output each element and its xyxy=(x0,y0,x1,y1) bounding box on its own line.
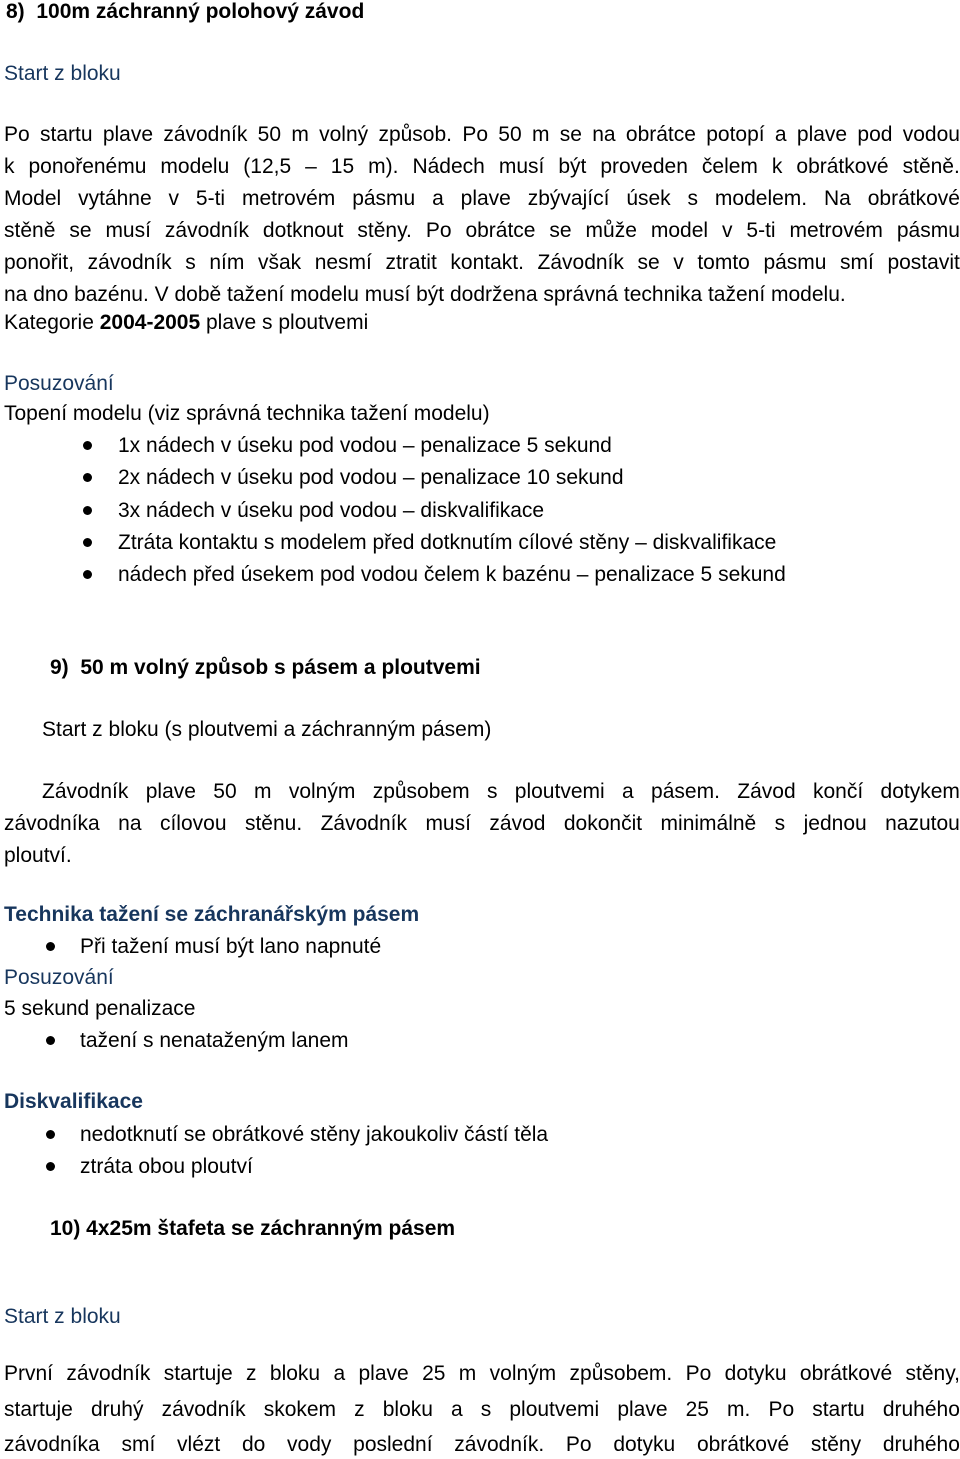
word: Po xyxy=(565,1433,592,1456)
section-9-heading: 9) 50 m volný způsob s pásem a ploutvemi xyxy=(50,656,481,679)
word: závodník xyxy=(164,219,249,242)
word: smí xyxy=(840,251,874,274)
word: způsob. xyxy=(378,123,453,146)
word: plave xyxy=(617,1398,668,1421)
word: postavit xyxy=(887,251,960,274)
word: druhý xyxy=(90,1398,144,1421)
word: plave xyxy=(358,1362,409,1385)
list-item: 3x nádech v úseku pod vodou – diskvalifikace xyxy=(118,499,545,522)
word: stěně xyxy=(4,219,56,242)
paragraph-line xyxy=(4,810,960,838)
word: První xyxy=(4,1362,54,1385)
word: metrovém xyxy=(789,219,883,242)
word: plave xyxy=(796,123,848,146)
word: bloku xyxy=(382,1398,433,1421)
word: m. xyxy=(727,1398,751,1421)
word: obrátkové xyxy=(867,187,960,210)
list-item: nádech před úsekem pod vodou čelem k bazénu – penalizace 5 sekund xyxy=(118,563,786,586)
list-item: Při tažení musí být lano napnuté xyxy=(80,935,382,958)
word: ztratit xyxy=(385,251,437,274)
word: závod xyxy=(489,812,546,835)
word: 25 xyxy=(685,1398,709,1421)
word: závodník xyxy=(161,1398,246,1421)
list-item: tažení s nenataženým lanem xyxy=(80,1029,349,1052)
word: kontakt. xyxy=(450,251,524,274)
word: Po xyxy=(462,123,488,146)
category-prefix: Kategorie xyxy=(4,311,100,334)
section-10-start: Start z bloku xyxy=(4,1305,121,1328)
section-9-judging-title: Posuzování xyxy=(4,966,114,989)
word: s xyxy=(185,251,196,274)
word: modelem. xyxy=(714,187,808,210)
word: startu xyxy=(39,123,93,146)
word: s xyxy=(480,1398,492,1421)
word: jednou xyxy=(803,812,867,835)
word: dotknout xyxy=(262,219,344,242)
word: obrátce xyxy=(465,219,536,242)
word: Nádech xyxy=(412,155,485,178)
word: však xyxy=(257,251,302,274)
word: a xyxy=(451,1398,463,1421)
word: zbývající xyxy=(527,187,610,210)
word: závodník xyxy=(87,251,172,274)
bullet-icon xyxy=(83,506,92,515)
word: ploutvemi xyxy=(514,780,605,803)
word: v xyxy=(673,251,684,274)
word: se xyxy=(559,123,582,146)
word: obrátce xyxy=(625,123,696,146)
word: dotykem xyxy=(880,780,960,803)
word: pásmu xyxy=(352,187,416,210)
paragraph-line xyxy=(4,249,960,277)
list-item: Ztráta kontaktu s modelem před dotknutím cílové stěny – diskvalifikace xyxy=(118,531,777,554)
word: cílovou xyxy=(159,812,227,835)
word: závodníka xyxy=(4,812,100,835)
list-item: 1x nádech v úseku pod vodou – penalizace 5 sekund xyxy=(118,434,612,457)
bullet-icon xyxy=(46,1162,55,1171)
paragraph-line xyxy=(4,121,960,149)
word: m xyxy=(291,123,309,146)
word: nazutou xyxy=(885,812,960,835)
word: volným xyxy=(288,780,356,803)
word: plave xyxy=(460,187,511,210)
word: startu xyxy=(812,1398,865,1421)
word: plave xyxy=(102,123,154,146)
word: Model xyxy=(4,187,62,210)
word: obrátkové xyxy=(696,1433,790,1456)
word: 50 xyxy=(213,780,237,803)
category-line xyxy=(4,309,368,337)
word: stěny xyxy=(810,1433,862,1456)
word: Závod xyxy=(737,780,796,803)
word: ploutvemi xyxy=(509,1398,600,1421)
word: být xyxy=(558,155,587,178)
word: a xyxy=(333,1362,346,1385)
bullet-icon xyxy=(83,538,92,547)
paragraph-line xyxy=(4,153,960,181)
dq-title: Diskvalifikace xyxy=(4,1090,143,1113)
word: Po xyxy=(685,1362,712,1385)
word: závodníka xyxy=(4,1433,100,1456)
word: Po xyxy=(4,123,30,146)
category-suffix: plave s ploutvemi xyxy=(200,311,369,334)
word: na xyxy=(118,812,142,835)
word: modelu xyxy=(160,155,230,178)
word: nesmí xyxy=(314,251,372,274)
word: tomto xyxy=(697,251,750,274)
word: se xyxy=(69,219,92,242)
category-years: 2004-2005 xyxy=(99,311,201,334)
word: 25 xyxy=(422,1362,446,1385)
word: a xyxy=(432,187,444,210)
word: vlézt xyxy=(177,1433,221,1456)
word: závodník xyxy=(66,1362,151,1385)
word: způsobem. xyxy=(569,1362,673,1385)
word: ponořit, xyxy=(4,251,75,274)
word: 15 xyxy=(330,155,355,178)
word: musí xyxy=(105,219,151,242)
word: stěnu. xyxy=(244,812,303,835)
section-8-heading: 8) 100m záchranný polohový závod xyxy=(6,0,365,23)
word: m xyxy=(253,780,272,803)
word: s xyxy=(774,812,786,835)
word: obrátkové xyxy=(799,1362,893,1385)
word: 5-ti xyxy=(195,187,226,210)
word: stěny. xyxy=(357,219,412,242)
paragraph-line xyxy=(4,1360,960,1388)
word: může xyxy=(585,219,637,242)
word: druhého xyxy=(882,1398,960,1421)
bullet-icon xyxy=(83,570,92,579)
word: a xyxy=(774,123,787,146)
word: z xyxy=(354,1398,365,1421)
technique-title: Technika tažení se záchranářským pásem xyxy=(4,903,420,926)
section-8-judging-intro: Topení modelu (viz správná technika tažení modelu) xyxy=(4,402,490,425)
paragraph-line xyxy=(42,778,960,806)
section-10-heading: 10) 4x25m štafeta se záchranným pásem xyxy=(50,1217,456,1240)
bullet-icon xyxy=(46,1036,55,1045)
word: závodník. xyxy=(454,1433,545,1456)
word: potopí xyxy=(706,123,765,146)
word: m xyxy=(531,123,550,146)
list-item: nedotknutí se obrátkové stěny jakoukoliv částí těla xyxy=(80,1123,549,1146)
word: vodou xyxy=(902,123,960,146)
word: dokončit xyxy=(563,812,643,835)
list-item: 2x nádech v úseku pod vodou – penalizace 10 sekund xyxy=(118,466,624,489)
word: Po xyxy=(425,219,452,242)
word: minimálně xyxy=(660,812,757,835)
bullet-icon xyxy=(83,441,92,450)
penalty-label: 5 sekund penalizace xyxy=(4,997,196,1020)
word: volným xyxy=(489,1362,557,1385)
word: druhého xyxy=(882,1433,960,1456)
section-8-judging-title: Posuzování xyxy=(4,372,114,395)
word: Závodník xyxy=(537,251,624,274)
word: Závodník xyxy=(42,780,129,803)
word: pod xyxy=(857,123,893,146)
word: 5-ti xyxy=(746,219,776,242)
word: 50 xyxy=(498,123,522,146)
word: plave xyxy=(145,780,196,803)
word: poslední xyxy=(353,1433,433,1456)
word: končí xyxy=(812,780,864,803)
word: Na xyxy=(824,187,851,210)
word: se xyxy=(637,251,660,274)
word: pásem. xyxy=(651,780,720,803)
paragraph-line xyxy=(4,1431,960,1459)
word: úsek xyxy=(626,187,671,210)
word: dotyku xyxy=(613,1433,676,1456)
word: Po xyxy=(768,1398,795,1421)
word: proveden xyxy=(600,155,688,178)
word: s xyxy=(486,780,498,803)
word: metrovém xyxy=(241,187,336,210)
paragraph-line xyxy=(4,217,960,245)
bullet-icon xyxy=(46,1130,55,1139)
word: 50 xyxy=(257,123,282,146)
word: ním xyxy=(209,251,245,274)
bullet-icon xyxy=(83,473,92,482)
word: bloku xyxy=(269,1362,321,1385)
paragraph-line xyxy=(4,185,960,213)
word: stěny, xyxy=(905,1362,960,1385)
word: z xyxy=(246,1362,257,1385)
word: stěně. xyxy=(902,155,960,178)
word: čelem xyxy=(701,155,758,178)
word: v xyxy=(721,219,733,242)
word: m xyxy=(458,1362,477,1385)
paragraph-line xyxy=(4,1396,960,1424)
word: skokem xyxy=(263,1398,337,1421)
word: vody xyxy=(287,1433,332,1456)
word: k xyxy=(771,155,783,178)
word: Závodník xyxy=(320,812,407,835)
word: k xyxy=(4,155,15,178)
word: (12,5 xyxy=(243,155,292,178)
word: vytáhne xyxy=(78,187,152,210)
word: způsobem xyxy=(372,780,470,803)
word: musí xyxy=(498,155,545,178)
word: závodník xyxy=(163,123,248,146)
word: – xyxy=(305,155,317,178)
word: a xyxy=(622,780,634,803)
word: obrátkové xyxy=(796,155,889,178)
word: do xyxy=(241,1433,266,1456)
word: smí xyxy=(121,1433,156,1456)
list-item: ztráta obou ploutví xyxy=(80,1155,253,1178)
bullet-icon xyxy=(46,942,55,951)
word: pásmu xyxy=(896,219,960,242)
word: volný xyxy=(319,123,369,146)
section-9-start: Start z bloku (s ploutvemi a záchranným pásem) xyxy=(42,718,492,741)
word: ponořenému xyxy=(28,155,147,178)
paragraph-line: ploutví. xyxy=(4,844,72,867)
paragraph-line: na dno bazénu. V době tažení modelu musí být dodržena správná technika tažení modelu. xyxy=(4,283,846,306)
word: m). xyxy=(368,155,399,178)
word: model xyxy=(650,219,709,242)
word: musí xyxy=(425,812,471,835)
word: startuje xyxy=(163,1362,233,1385)
word: s xyxy=(687,187,699,210)
word: startuje xyxy=(4,1398,73,1421)
word: pásmu xyxy=(763,251,827,274)
word: v xyxy=(168,187,180,210)
word: se xyxy=(549,219,572,242)
section-8-start: Start z bloku xyxy=(4,62,121,85)
word: na xyxy=(592,123,616,146)
word: dotyku xyxy=(724,1362,787,1385)
